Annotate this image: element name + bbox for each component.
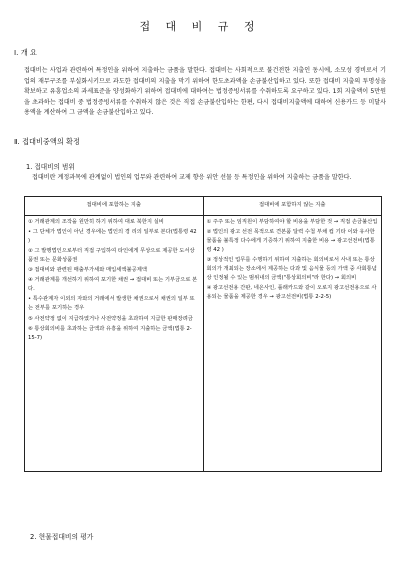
excluded-item: ② 법인의 광고 선전 목적으로 견본품 달력 수첩 부채 컵 기타 이와 유사한 물품을 불특정 다수에게 기증하기 위하여 지출한 비용 → 광고선전비(법통령 42 ) (206, 228, 375, 253)
entertainment-expense-table (24, 196, 382, 472)
included-item: ① 거래관계의 조작을 원만히 하기 위하여 대로 북한지 실비 (28, 218, 164, 225)
excluded-item: ④ 광고선전용 간판, 네온사인, 플래카드와 같이 오로지 광고선전용으로 사용되는 물품을 제공한 경우 → 광고선전비(법통 2-2-5) (206, 285, 377, 301)
included-item: ④ 거래관계를 개선하기 위하여 포기한 채권 → 접대비 또는 기부금으로 본다. (28, 277, 198, 293)
included-item: ⑥ 통상회의비를 초과하는 금액과 유흥을 위하여 지출하는 금액(법통 2-15-7) (28, 325, 192, 341)
included-item: ② 그 발행법인으로부터 직접 구입하여 타인에게 무상으로 제공한 도서상품권 또는 문화상품권 (28, 247, 195, 263)
table-header-excluded: 접대비에 포함하지 않는 지출 (203, 196, 382, 215)
page-title: 접 대 비 규 정 (139, 20, 261, 33)
section-1-body: 접대비는 사업과 관련하여 특정인을 위하여 지출하는 금품을 말한다. 접대비는 사회적으로 불건전한 지출인 동시에, 소모성 경비로서 기업의 재무구조를 부실화시키므로 과도한 접대비의 지출을 막기 위하여 한도초과액을 손금불산입하고 있다. 또한 접대비 지출의 투명성을 확보하고 유흥업소의 과세표준을 양성화하기 위하여 접대비에 대하여는 법정증빙서류를 수취하도록 요구하고 있다. 1회 지출액이 5만원을 초과하는 접대비 중 법정증빙서류를 수취하지 않은 것은 직접 손금불산입하는 한편, 다시 접대비지출액에 대하여 신용카드 등 미달사용액을 계산하여 그 금액을 손금불산입하고 있다. (24, 67, 386, 117)
included-items-cell (25, 215, 204, 471)
subsection-1-body: 접대비란 계정과목에 관계없이 법인의 업무와 관련하여 교제 향응 위안 선물 등 특정인을 위하여 지출하는 금품을 말한다. (32, 173, 352, 181)
included-item: ⑤ 사전약정 없이 지급하였거나 사전약정을 초과하여 지급한 판매장려금 (28, 315, 193, 322)
excluded-item: ① 주주 또는 임직원이 부담하여야 할 비용을 부담한 것 → 직접 손금불산입 (206, 218, 378, 225)
excluded-item: ③ 정상적인 업무를 수행하기 위하여 지출하는 회의비로서 사내 또는 통상 회의가 개최되는 장소에서 제공하는 다과 및 음식물 등의 가액 중 사회통념상 인정될 수 있는 범위내의 금액("통상회의비"라 한다) → 회의비 (206, 256, 377, 282)
subsection-1-heading: 1. 접대비의 범위 (26, 162, 75, 171)
included-item: ③ 접대비와 관련된 매출부가세와 매입세액불공제액 (28, 267, 147, 274)
table-header-included: 접대비에 포함하는 지출 (25, 196, 204, 215)
excluded-items-cell (203, 215, 382, 471)
section-1-heading: Ⅰ. 개 요 (14, 48, 37, 57)
included-item: • 그 단체가 법인이 아닌 경우에는 법인의 경 리의 일부로 본다(법통령 42 ) (28, 228, 197, 244)
subsection-2-heading: 2. 현물접대비의 평가 (30, 533, 94, 541)
included-item: • 특수관계자 이외의 자와의 거래에서 발생한 채권으로서 채권의 일부 또는 전부를 포기하는 경우 (28, 296, 195, 312)
section-2-heading: Ⅱ. 접대비중액의 확정 (14, 136, 80, 146)
